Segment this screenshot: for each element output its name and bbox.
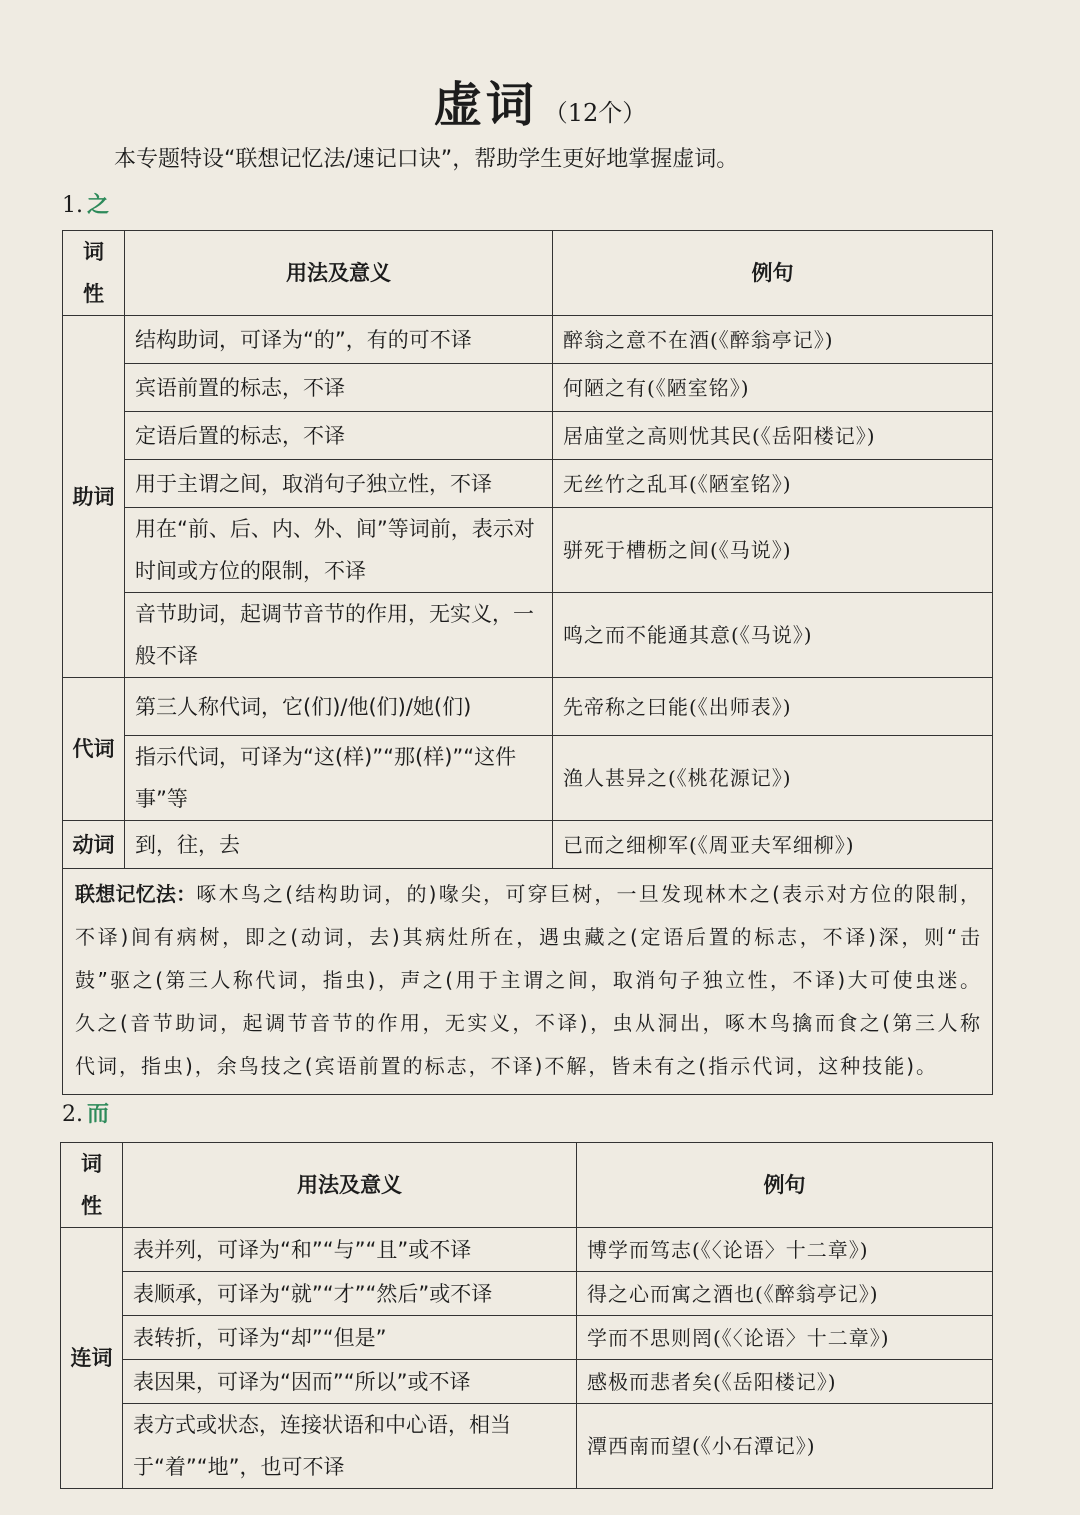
usage-cell: 宾语前置的标志，不译: [125, 364, 553, 412]
table-row: [63, 412, 993, 460]
usage-cell: 第三人称代词，它(们)/他(们)/她(们): [125, 678, 553, 736]
usage-cell: 表并列，可译为“和”“与”“且”或不译: [123, 1228, 577, 1272]
example-cell: 骈死于槽枥之间(《马说》): [553, 508, 993, 593]
usage-cell: 到，往，去: [125, 821, 553, 869]
usage-cell: 结构助词，可译为“的”，有的可不译: [125, 316, 553, 364]
usage-cell: 表因果，可译为“因而”“所以”或不译: [123, 1360, 577, 1404]
header-pos: 词性: [63, 231, 125, 316]
table-zhi: [62, 230, 993, 1095]
section-1-char: 之: [87, 192, 110, 218]
page-title: [0, 66, 1080, 135]
example-cell: 居庙堂之高则忧其民(《岳阳楼记》): [553, 412, 993, 460]
table-row: [61, 1404, 993, 1489]
example-cell: 博学而笃志(《〈论语〉十二章》): [577, 1228, 993, 1272]
header-pos: 词性: [61, 1143, 123, 1228]
table-header: [61, 1143, 993, 1228]
example-cell: 潭西南而望(《小石潭记》): [577, 1404, 993, 1489]
example-cell: 先帝称之曰能(《出师表》): [553, 678, 993, 736]
table-row: [63, 821, 993, 869]
usage-cell: 表方式或状态，连接状语和中心语，相当于“着”“地”，也可不译: [123, 1404, 577, 1489]
header-example: 例句: [577, 1143, 993, 1228]
memory-text: 啄木鸟之(结构助词，的)喙尖，可穿巨树，一旦发现林木之(表示对方位的限制，不译)间有病树，即之(动词，去)其病灶所在，遇虫藏之(定语后置的标志，不译)深，则“击鼓”驱之(第三人称代词，指虫)，声之(用于主谓之间，取消句子独立性，不译)大可使虫迷。久之(音节助词，起调节音节的作用，无实义，不译)，虫从洞出，啄木鸟擒而食之(第三人称代词，指虫)，余鸟技之(宾语前置的标志，不译)不解，皆未有之(指示代词，这种技能)。: [75, 882, 982, 1078]
section-2-number: 2.: [62, 1102, 83, 1127]
memory-row: [63, 869, 993, 1095]
table-row: [61, 1272, 993, 1316]
usage-cell: 用于主谓之间，取消句子独立性，不译: [125, 460, 553, 508]
table-row: [63, 678, 993, 736]
section-2-char: 而: [87, 1101, 110, 1127]
table-row: [61, 1228, 993, 1272]
example-cell: 渔人甚异之(《桃花源记》): [553, 736, 993, 821]
memory-cell: [63, 869, 993, 1095]
table-header: [63, 231, 993, 316]
table-row: [61, 1360, 993, 1404]
example-cell: 学而不思则罔(《〈论语〉十二章》): [577, 1316, 993, 1360]
pos-cell: 动词: [63, 821, 125, 869]
usage-cell: 表转折，可译为“却”“但是”: [123, 1316, 577, 1360]
table-row: [63, 460, 993, 508]
table-row: [63, 364, 993, 412]
example-cell: 无丝竹之乱耳(《陋室铭》): [553, 460, 993, 508]
example-cell: 得之心而寓之酒也(《醉翁亭记》): [577, 1272, 993, 1316]
table-row: [61, 1316, 993, 1360]
usage-cell: 用在“前、后、内、外、间”等词前，表示对时间或方位的限制，不译: [125, 508, 553, 593]
usage-cell: 定语后置的标志，不译: [125, 412, 553, 460]
usage-cell: 音节助词，起调节音节的作用，无实义，一般不译: [125, 593, 553, 678]
pos-cell: 代词: [63, 678, 125, 821]
table-er: [60, 1142, 993, 1489]
header-usage: 用法及意义: [123, 1143, 577, 1228]
pos-cell: 助词: [63, 316, 125, 678]
section-1-number: 1.: [62, 193, 83, 218]
title-text: 虚词: [433, 77, 538, 133]
example-cell: 感极而悲者矣(《岳阳楼记》): [577, 1360, 993, 1404]
usage-cell: 指示代词，可译为“这(样)”“那(样)”“这件事”等: [125, 736, 553, 821]
example-cell: 何陋之有(《陋室铭》): [553, 364, 993, 412]
table-row: [63, 593, 993, 678]
table-row: [63, 316, 993, 364]
word-count: （12个）: [543, 99, 647, 127]
section-1-heading: [62, 188, 109, 219]
table-row: [63, 736, 993, 821]
example-cell: 已而之细柳军(《周亚夫军细柳》): [553, 821, 993, 869]
example-cell: 醉翁之意不在酒(《醉翁亭记》): [553, 316, 993, 364]
example-cell: 鸣之而不能通其意(《马说》): [553, 593, 993, 678]
header-usage: 用法及意义: [125, 231, 553, 316]
memory-label: 联想记忆法：: [75, 882, 197, 906]
table-row: [63, 508, 993, 593]
usage-cell: 表顺承，可译为“就”“才”“然后”或不译: [123, 1272, 577, 1316]
section-2-heading: [62, 1097, 109, 1128]
pos-cell: 连词: [61, 1228, 123, 1489]
header-example: 例句: [553, 231, 993, 316]
intro-text: 本专题特设“联想记忆法/速记口诀”，帮助学生更好地掌握虚词。: [114, 147, 739, 172]
